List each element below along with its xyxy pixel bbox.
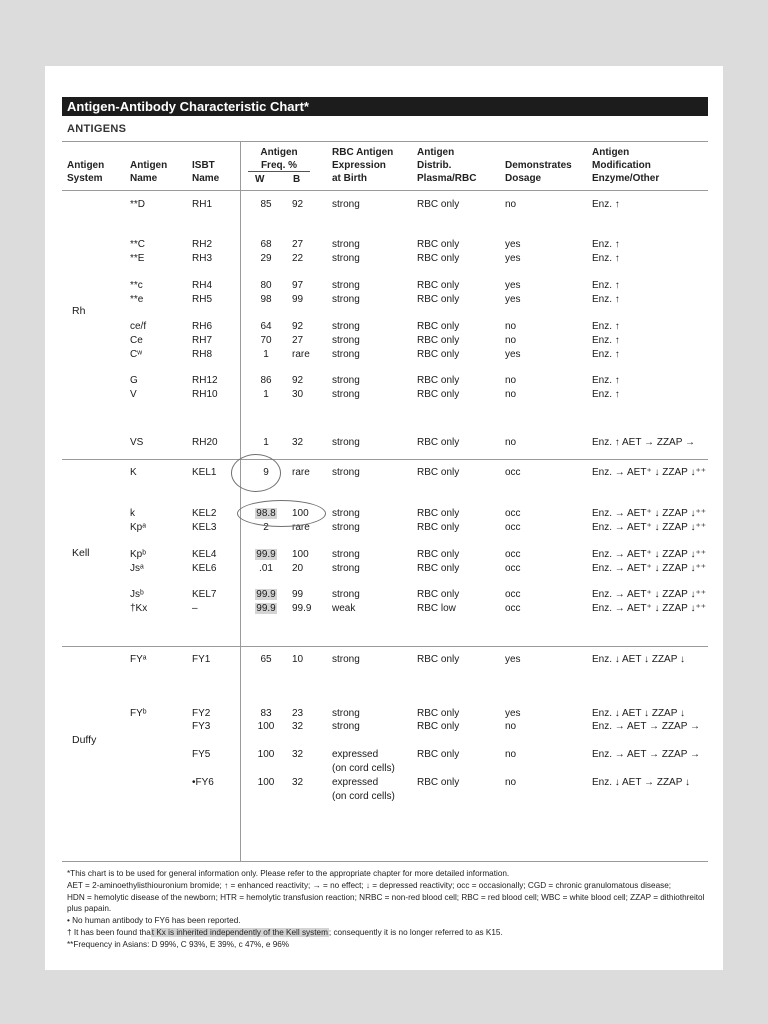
cell-mod: Enz. ↓ AET → ZZAP ↓ bbox=[592, 777, 690, 788]
cell-mod: Enz. ↑ bbox=[592, 389, 620, 400]
cell-dos: no bbox=[505, 199, 517, 210]
cell-dos: no bbox=[505, 437, 517, 448]
cell-dos: yes bbox=[505, 239, 521, 250]
cell-mod: Enz. → AET⁺ ↓ ZZAP ↓⁺⁺ bbox=[592, 508, 707, 519]
cell-dist: RBC only bbox=[417, 708, 460, 719]
system-column-divider bbox=[240, 142, 241, 861]
footnote-asian-frequency: **Frequency in Asians: D 99%, C 93%, E 39%, c 47%, e 96% bbox=[67, 939, 290, 949]
cell-mod: Enz. ↑ bbox=[592, 321, 620, 332]
cell-expr: strong bbox=[332, 508, 360, 519]
cell-dist: RBC only bbox=[417, 749, 460, 760]
cell-mod: Enz. → AET → ZZAP → bbox=[592, 749, 700, 760]
cell-name: **C bbox=[130, 239, 146, 250]
cell-dist: RBC only bbox=[417, 437, 460, 448]
cell-b: 32 bbox=[292, 749, 304, 760]
cell-isbt: RH1 bbox=[192, 199, 213, 210]
cell-dist: RBC only bbox=[417, 294, 460, 305]
cell-b: 92 bbox=[292, 199, 304, 210]
cell-w: 1 bbox=[263, 389, 269, 400]
cell-mod: Enz. ↑ bbox=[592, 239, 620, 250]
header-modification: Antigen Modification Enzyme/Other bbox=[592, 147, 660, 184]
cell-mod: Enz. ↑ AET → ZZAP → bbox=[592, 437, 695, 448]
cell-b: 100 bbox=[292, 549, 309, 560]
cell-w: 100 bbox=[257, 749, 275, 760]
cell-dist: RBC only bbox=[417, 349, 460, 360]
cell-mod: Enz. → AET⁺ ↓ ZZAP ↓⁺⁺ bbox=[592, 549, 707, 560]
cell-expr: strong bbox=[332, 239, 360, 250]
cell-mod: Enz. ↑ bbox=[592, 253, 620, 264]
cell-b: 92 bbox=[292, 321, 304, 332]
cell-w: 70 bbox=[260, 335, 272, 346]
cell-b: 99 bbox=[292, 294, 304, 305]
highlighted-text: t Kx is inherited independently of the Kell system bbox=[151, 927, 328, 937]
cell-w: 83 bbox=[260, 708, 272, 719]
cell-name: **D bbox=[130, 199, 146, 210]
footnote-kx: † It has been found that Kx is inherited independently of the Kell system; consequently it is no longer referred to as K15. bbox=[67, 927, 503, 937]
cell-w: 98 bbox=[260, 294, 272, 305]
cell-dist: RBC low bbox=[417, 603, 456, 614]
cell-name: Kpᵇ bbox=[130, 549, 147, 560]
cell-expr: strong bbox=[332, 375, 360, 386]
cell-b: rare bbox=[292, 467, 310, 478]
cell-dos: no bbox=[505, 321, 517, 332]
cell-isbt: •FY6 bbox=[192, 777, 214, 788]
cell-w: 65 bbox=[260, 654, 272, 665]
cell-expr: strong bbox=[332, 321, 360, 332]
cell-dist: RBC only bbox=[417, 199, 460, 210]
footnote-fy6: • No human antibody to FY6 has been reported. bbox=[67, 916, 241, 926]
cell-dos: occ bbox=[505, 522, 521, 533]
cell-isbt: KEL1 bbox=[192, 467, 217, 478]
cell-dos: no bbox=[505, 375, 517, 386]
rh-kell-divider bbox=[62, 459, 708, 460]
cell-mod: Enz. → AET⁺ ↓ ZZAP ↓⁺⁺ bbox=[592, 467, 707, 478]
cell-dos: yes bbox=[505, 708, 521, 719]
cell-w: .01 bbox=[259, 563, 273, 574]
cell-mod: Enz. → AET⁺ ↓ ZZAP ↓⁺⁺ bbox=[592, 563, 707, 574]
cell-name: Kpᵃ bbox=[130, 522, 146, 533]
footnote-general: *This chart is to be used for general information only. Please refer to the appropriate chapter for more detailed information. bbox=[67, 869, 510, 878]
cell-isbt: RH8 bbox=[192, 349, 213, 360]
cell-mod: Enz. → AET⁺ ↓ ZZAP ↓⁺⁺ bbox=[592, 603, 707, 614]
oval-annotation bbox=[237, 500, 326, 527]
cell-expr: strong bbox=[332, 389, 360, 400]
system-rh: Rh bbox=[72, 305, 86, 317]
header-dosage: Demonstrates Dosage bbox=[505, 160, 572, 184]
cell-dos: yes bbox=[505, 294, 521, 305]
cell-isbt: RH4 bbox=[192, 280, 213, 291]
cell-dist: RBC only bbox=[417, 721, 460, 732]
header-expression: RBC Antigen Expression at Birth bbox=[332, 147, 394, 184]
cell-isbt: KEL2 bbox=[192, 508, 217, 519]
cell-mod: Enz. ↑ bbox=[592, 294, 620, 305]
header-isbt: ISBT Name bbox=[192, 160, 220, 184]
cell-w: 1 bbox=[263, 437, 269, 448]
cell-w: 100 bbox=[257, 721, 275, 732]
cell-expr: strong bbox=[332, 437, 360, 448]
cell-w: 9 bbox=[263, 467, 269, 478]
cell-b: 30 bbox=[292, 389, 304, 400]
cell-dos: occ bbox=[505, 603, 521, 614]
cell-mod: Enz. → AET → ZZAP → bbox=[592, 721, 700, 732]
cell-name: ce/f bbox=[130, 321, 147, 332]
cell-dos: yes bbox=[505, 349, 521, 360]
cell-dos: no bbox=[505, 721, 517, 732]
header-name: Antigen Name bbox=[130, 160, 168, 184]
cell-b: rare bbox=[292, 349, 310, 360]
cell-name: †Kx bbox=[130, 603, 148, 614]
cell-name: G bbox=[130, 375, 138, 386]
header-top-rule bbox=[62, 141, 708, 142]
cell-w: 85 bbox=[260, 199, 272, 210]
footnotes bbox=[67, 868, 707, 951]
cell-dist: RBC only bbox=[417, 777, 460, 788]
cell-expr: strong bbox=[332, 467, 360, 478]
cell-dist: RBC only bbox=[417, 389, 460, 400]
cell-dos: yes bbox=[505, 654, 521, 665]
cell-isbt: FY1 bbox=[192, 654, 211, 665]
header-b: B bbox=[293, 174, 301, 185]
cell-dos: no bbox=[505, 335, 517, 346]
cell-b: 27 bbox=[292, 239, 304, 250]
cell-dist: RBC only bbox=[417, 563, 460, 574]
cell-expr: expressed bbox=[332, 777, 379, 788]
section-heading: ANTIGENS bbox=[67, 123, 127, 135]
footnote-abbreviations-1: AET = 2-aminoethylisthiouronium bromide; ↑ = enhanced reactivity; → = no effect; ↓ = depressed reactivity; occ = occasionally; CGD = chronic granulomatous disease; bbox=[67, 880, 672, 890]
cell-mod: Enz. ↑ bbox=[592, 349, 620, 360]
document-page bbox=[45, 66, 723, 970]
cell-b: 10 bbox=[292, 654, 304, 665]
cell-b: rare bbox=[292, 522, 310, 533]
cell-name: FYᵃ bbox=[130, 654, 147, 665]
cell-b: 22 bbox=[292, 253, 304, 264]
cell-name: VS bbox=[130, 437, 144, 448]
cell-name: Jsᵃ bbox=[130, 563, 144, 574]
cell-dos: occ bbox=[505, 508, 521, 519]
cell-expr: expressed bbox=[332, 749, 379, 760]
cell-b: 20 bbox=[292, 563, 304, 574]
cell-isbt: KEL3 bbox=[192, 522, 217, 533]
cell-dist: RBC only bbox=[417, 253, 460, 264]
cell-name: Cʷ bbox=[130, 349, 143, 360]
cell-expr: strong bbox=[332, 335, 360, 346]
cell-name: **e bbox=[130, 294, 144, 305]
footnote-abbreviations-2: HDN = hemolytic disease of the newborn; HTR = hemolytic transfusion reaction; NRBC = non-red blood cell; RBC = red blood cell; WBC = white blood cell; ZZAP = dithiothreitol bbox=[67, 892, 705, 902]
cell-b: 32 bbox=[292, 437, 304, 448]
cell-expr: strong bbox=[332, 721, 360, 732]
cell-b: 100 bbox=[292, 508, 309, 519]
cell-name: FYᵇ bbox=[130, 708, 147, 719]
cell-dist: RBC only bbox=[417, 522, 460, 533]
cell-mod: Enz. ↑ bbox=[592, 199, 620, 210]
cell-b: 32 bbox=[292, 777, 304, 788]
cell-b: 99.9 bbox=[292, 603, 312, 614]
cell-dos: no bbox=[505, 777, 517, 788]
cell-dist: RBC only bbox=[417, 654, 460, 665]
cell-expr: strong bbox=[332, 349, 360, 360]
header-system: Antigen System bbox=[67, 160, 105, 184]
cell-isbt: KEL7 bbox=[192, 589, 217, 600]
cell-w: 68 bbox=[260, 239, 272, 250]
cell-expr: strong bbox=[332, 253, 360, 264]
cell-isbt: RH3 bbox=[192, 253, 213, 264]
cell-dist: RBC only bbox=[417, 280, 460, 291]
cell-dist: RBC only bbox=[417, 508, 460, 519]
cell-expr: strong bbox=[332, 708, 360, 719]
cell-dos: occ bbox=[505, 589, 521, 600]
cell-dist: RBC only bbox=[417, 549, 460, 560]
footnote-abbreviations-3: plus papain. bbox=[67, 904, 112, 914]
cell-isbt: KEL4 bbox=[192, 549, 217, 560]
cell-expr: strong bbox=[332, 522, 360, 533]
cell-name: **E bbox=[130, 253, 145, 264]
cell-w: 99.9 bbox=[256, 549, 276, 560]
cell-w: 99.9 bbox=[256, 589, 276, 600]
cell-dos: occ bbox=[505, 549, 521, 560]
system-kell: Kell bbox=[72, 547, 90, 559]
cell-b: 27 bbox=[292, 335, 304, 346]
cell-w: 29 bbox=[260, 253, 272, 264]
cell-isbt: KEL6 bbox=[192, 563, 217, 574]
cell-w: 64 bbox=[260, 321, 272, 332]
cell-dos: no bbox=[505, 749, 517, 760]
cell-b: 99 bbox=[292, 589, 304, 600]
kell-duffy-divider bbox=[62, 646, 708, 647]
cell-dist: RBC only bbox=[417, 467, 460, 478]
cell-isbt: RH5 bbox=[192, 294, 213, 305]
cell-dist: RBC only bbox=[417, 335, 460, 346]
cell-expr: strong bbox=[332, 280, 360, 291]
cell-dist: RBC only bbox=[417, 375, 460, 386]
cell-w: 80 bbox=[260, 280, 272, 291]
cell-dos: no bbox=[505, 389, 517, 400]
cell-w: 86 bbox=[260, 375, 272, 386]
header-frequency: Antigen Freq. % bbox=[260, 147, 298, 171]
cell-isbt: FY3 bbox=[192, 721, 211, 732]
header-bottom-rule bbox=[62, 190, 708, 191]
cell-dos: occ bbox=[505, 467, 521, 478]
cell-expr: strong bbox=[332, 294, 360, 305]
cell-w: 99.9 bbox=[256, 603, 276, 614]
cell-isbt: RH20 bbox=[192, 437, 218, 448]
circle-annotation bbox=[231, 454, 281, 492]
cell-mod: Enz. → AET⁺ ↓ ZZAP ↓⁺⁺ bbox=[592, 589, 707, 600]
header-w: W bbox=[255, 174, 265, 185]
cell-b: 32 bbox=[292, 721, 304, 732]
cell-mod: Enz. ↑ bbox=[592, 375, 620, 386]
cell-dist: RBC only bbox=[417, 321, 460, 332]
cell-expr-note: (on cord cells) bbox=[332, 791, 395, 802]
cell-name: k bbox=[130, 508, 135, 519]
cell-w: 1 bbox=[263, 349, 269, 360]
cell-isbt: RH10 bbox=[192, 389, 218, 400]
cell-mod: Enz. ↓ AET ↓ ZZAP ↓ bbox=[592, 708, 685, 719]
table-bottom-rule bbox=[62, 861, 708, 862]
cell-expr: weak bbox=[332, 603, 356, 614]
cell-dist: RBC only bbox=[417, 589, 460, 600]
cell-expr: strong bbox=[332, 563, 360, 574]
cell-isbt: – bbox=[192, 603, 198, 614]
cell-name: Ce bbox=[130, 335, 143, 346]
cell-mod: Enz. ↑ bbox=[592, 335, 620, 346]
cell-expr-note: (on cord cells) bbox=[332, 763, 395, 774]
cell-dist: RBC only bbox=[417, 239, 460, 250]
cell-name: K bbox=[130, 467, 137, 478]
cell-dos: yes bbox=[505, 280, 521, 291]
cell-b: 97 bbox=[292, 280, 304, 291]
cell-expr: strong bbox=[332, 199, 360, 210]
cell-b: 92 bbox=[292, 375, 304, 386]
system-duffy: Duffy bbox=[72, 734, 97, 746]
cell-dos: yes bbox=[505, 253, 521, 264]
cell-mod: Enz. ↓ AET ↓ ZZAP ↓ bbox=[592, 654, 685, 665]
cell-isbt: RH7 bbox=[192, 335, 213, 346]
cell-isbt: RH12 bbox=[192, 375, 218, 386]
cell-isbt: RH2 bbox=[192, 239, 213, 250]
cell-w: 100 bbox=[257, 777, 275, 788]
cell-name: Jsᵇ bbox=[130, 589, 144, 600]
cell-name: **c bbox=[130, 280, 143, 291]
cell-name: V bbox=[130, 389, 137, 400]
cell-w: 98.8 bbox=[256, 508, 276, 519]
cell-expr: strong bbox=[332, 589, 360, 600]
cell-isbt: FY5 bbox=[192, 749, 211, 760]
cell-w: 2 bbox=[263, 522, 269, 533]
cell-dos: occ bbox=[505, 563, 521, 574]
cell-isbt: RH6 bbox=[192, 321, 213, 332]
header-distribution: Antigen Distrib. Plasma/RBC bbox=[417, 147, 477, 184]
cell-expr: strong bbox=[332, 654, 360, 665]
cell-mod: Enz. ↑ bbox=[592, 280, 620, 291]
chart-title: Antigen-Antibody Characteristic Chart* bbox=[62, 97, 708, 116]
cell-mod: Enz. → AET⁺ ↓ ZZAP ↓⁺⁺ bbox=[592, 522, 707, 533]
cell-expr: strong bbox=[332, 549, 360, 560]
cell-b: 23 bbox=[292, 708, 304, 719]
cell-isbt: FY2 bbox=[192, 708, 211, 719]
